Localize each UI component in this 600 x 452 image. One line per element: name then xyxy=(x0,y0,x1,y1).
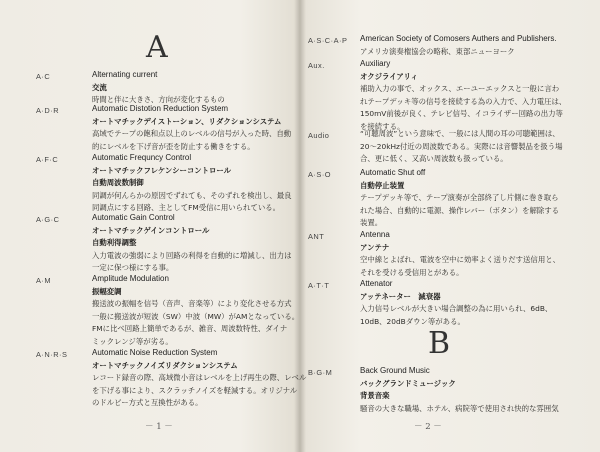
entry-term: Antenna xyxy=(360,230,390,239)
entry-description: れた場合、自動的に電源、操作レバー（ボタン）を解除する xyxy=(360,205,560,215)
entry-abbr: Aux. xyxy=(308,61,325,70)
entry-audio xyxy=(360,128,563,166)
entry-translation: オートマチックデイストーション、リダクションシステム xyxy=(92,116,282,126)
entry-translation: バックグランドミュージック xyxy=(360,378,456,388)
entry-description: 一般に搬送波が短波（SW）中波（MW）がAMとなっている。 xyxy=(92,311,300,321)
entry-translation: 自動利得調整 xyxy=(92,238,137,247)
entry-term: Automatic Shut off xyxy=(360,168,426,177)
entry-aso xyxy=(360,167,559,230)
entry-description: レコード録音の際、高域微小音はレベルを上げ再生の際、レベル xyxy=(92,373,307,382)
entry-translation: オートマチックノイズリダクションシステム xyxy=(92,360,238,370)
entry-abbr: A·C xyxy=(36,72,51,81)
entry-description: それを受ける受信用とがある。 xyxy=(360,267,464,277)
entry-abbr: A·T·T xyxy=(308,281,330,290)
entry-description: 同調点にする回路、主としてFM受信に用いられている。 xyxy=(92,203,281,212)
entry-ant xyxy=(360,229,560,279)
entry-term: Amplitude Modulation xyxy=(92,274,169,283)
entry-anrs xyxy=(92,347,306,410)
entry-ac xyxy=(92,69,225,107)
entry-description: 騒音の大きな職場、ホテル、病院等で使用され快的な雰囲気 xyxy=(360,403,559,413)
entry-att xyxy=(360,278,552,328)
page-number: － 1 － xyxy=(145,422,173,432)
entry-description: 合、更に低く、又高い周波数も扱っている。 xyxy=(360,154,508,163)
entry-description: アメリカ演奏権協会の略称、東部ニューヨーク xyxy=(360,46,515,56)
entry-description: 150mV前後が良く、テレビ信号、イコライザー回路の出力等 xyxy=(360,109,563,118)
entry-translation: 背景音楽 xyxy=(360,391,390,400)
entry-description: れテープデッキ等の信号を接続する為の入力で、入力電圧は、 xyxy=(360,96,567,106)
page-number: － 2 － xyxy=(414,422,442,432)
entry-abbr: Audio xyxy=(308,131,330,140)
entry-ascap xyxy=(360,33,557,58)
entry-abbr: A·G·C xyxy=(36,215,60,224)
entry-term: Automatic Noise Reduction System xyxy=(92,348,218,357)
entry-description: 入力電波の強弱により回路の利得を自動的に増減し、出力は xyxy=(92,250,292,260)
entry-abbr: B·G·M xyxy=(308,368,333,377)
entry-term: Attenator xyxy=(360,279,393,288)
entry-description: 空中線とよばれ、電波を空中に効率よく送りだす送信用と、 xyxy=(360,255,560,264)
entry-afc xyxy=(92,152,292,215)
entry-description: 的にレベルを下げ音が歪を防止する働きをする。 xyxy=(92,141,255,151)
entry-description: “可聴周波”という意味で、一般には人間の耳の可聴範囲は、 xyxy=(360,129,560,138)
entry-abbr: A·M xyxy=(36,276,52,285)
entry-abbr: ANT xyxy=(308,232,325,241)
entry-translation: アッテネーター 減衰器 xyxy=(360,291,441,301)
entry-description: 時間と伴に大きさ、方向が変化するもの xyxy=(92,95,225,104)
entry-description: 補助入力の事で、オックス、エーユーエックスと一般に言わ xyxy=(360,84,560,93)
entry-translation: アンテナ xyxy=(360,242,390,252)
entry-adr xyxy=(92,103,291,153)
entry-term: Automatic Distotion Reduction System xyxy=(92,104,229,113)
entry-description: ミックレンジ等が劣る。 xyxy=(92,336,173,346)
entry-description: 同調が何んらかの原因でずれても、そのずれを検出し、最良 xyxy=(92,190,292,200)
entry-abbr: A·F·C xyxy=(36,155,59,164)
entry-abbr: A·D·R xyxy=(36,106,60,115)
entry-term: Automatic Gain Control xyxy=(92,213,175,222)
entry-term: Auxiliary xyxy=(360,59,391,68)
entry-description: 10dB、20dBダウン等がある。 xyxy=(360,316,465,326)
entry-description: 入力信号レベルが大きい場合調整の為に用いられ、6dB、 xyxy=(360,304,553,313)
entry-agc xyxy=(92,212,292,275)
page-right xyxy=(302,0,600,452)
entry-bgm xyxy=(360,365,559,415)
entry-abbr: A·S·O xyxy=(308,170,332,179)
entry-am xyxy=(92,273,299,348)
entry-description: テープデッキ等で、テープ演奏が全部終了し片側に巻き取ら xyxy=(360,193,559,202)
section-letter-b: B xyxy=(428,326,451,361)
entry-translation: 振幅変調 xyxy=(92,286,122,296)
entry-description: のドルビー方式と互換性がある。 xyxy=(92,398,203,407)
entry-abbr: A·S·C·A·P xyxy=(308,36,348,45)
entry-translation: オートマチックフレケンシーコントロール xyxy=(92,165,232,175)
entry-term: American Society of Comosers Authers and Publishers. xyxy=(360,34,557,43)
entry-term: Back Ground Music xyxy=(360,366,430,375)
entry-aux xyxy=(360,58,566,133)
entry-description: 一定に保つ様にする事。 xyxy=(92,263,174,272)
entry-translation: オクジライアリィ xyxy=(360,71,418,81)
entry-description: 20～20kHz付近の周波数である。実際には音響製品を扱う場 xyxy=(360,141,563,151)
entry-description: 装置。 xyxy=(360,218,383,227)
entry-description: 搬送波の振幅を信号（音声、音楽等）により変化させる方式 xyxy=(92,299,292,308)
entry-description: FMに比べ回路上簡単であるが、雑音、周波数特性、ダイナ xyxy=(92,324,288,333)
entry-description: を接続する。 xyxy=(360,121,405,131)
entry-translation: 自動周波数制御 xyxy=(92,178,144,187)
section-letter-a: A xyxy=(146,30,168,65)
entry-abbr: A·N·R·S xyxy=(36,350,68,359)
entry-description: を下げる事により、スクラッチノイズを軽減する。オリジナル xyxy=(92,385,298,395)
entry-term: Alternating current xyxy=(92,70,158,79)
entry-translation: 交流 xyxy=(92,82,107,92)
entry-term: Automatic Frequncy Control xyxy=(92,153,192,162)
entry-description: 高域でテープの飽和点以上のレベルの信号が入った時、自動 xyxy=(92,129,292,138)
entry-translation: 自動停止装置 xyxy=(360,180,405,190)
entry-translation: オートマチックゲインコントロール xyxy=(92,225,210,235)
